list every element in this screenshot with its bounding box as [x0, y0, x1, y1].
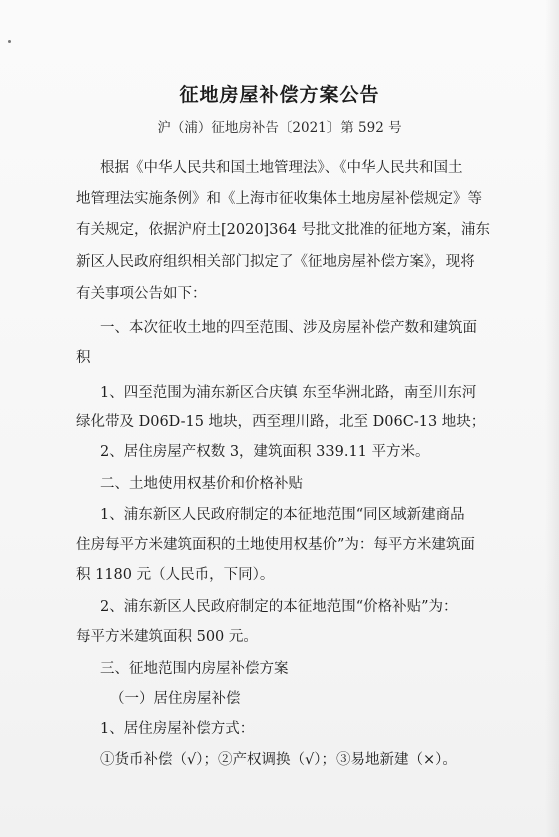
paragraph-line: 2、浦东新区人民政府制定的本征地范围“价格补贴”为： [100, 599, 458, 615]
paragraph-line: 有关事项公告如下： [76, 286, 207, 302]
paragraph-line: 绿化带及 D06D-15 地块，西至理川路，北至 D06C-13 地块； [76, 414, 486, 430]
document-number: 沪（浦）征地房补告〔2021〕第 592 号 [157, 120, 402, 136]
section-heading-line: 积 [76, 350, 91, 366]
paragraph-line: 1、居住房屋补偿方式： [100, 721, 255, 737]
section-heading-line: 二、土地使用权基价和价格补贴 [100, 476, 303, 492]
paragraph-line: 有关规定，依据沪府土[2020]364 号批文批准的征地方案，浦东 [76, 222, 490, 238]
paragraph-line: 住房每平方米建筑面积的土地使用权基价”为：每平方米建筑面 [76, 537, 475, 553]
paragraph-line: 根据《中华人民共和国土地管理法》、《中华人民共和国土 [100, 160, 463, 176]
paragraph-line: 1、四至范围为浦东新区合庆镇 东至华洲北路，南至川东河 [100, 385, 477, 401]
paragraph-line: 地管理法实施条例》和《上海市征收集体土地房屋补偿规定》等 [76, 191, 482, 207]
scan-speck [8, 40, 11, 43]
paragraph-line: 1、浦东新区人民政府制定的本征地范围“同区域新建商品 [100, 507, 465, 523]
paragraph-line: 新区人民政府组织相关部门拟定了《征地房屋补偿方案》，现将 [76, 254, 475, 270]
paragraph-line: ①货币补偿（√）；②产权调换（√）；③易地新建（×）。 [100, 752, 457, 768]
paragraph-line: 2、居住房屋产权数 3，建筑面积 339.11 平方米。 [100, 444, 430, 460]
subsection-heading-line: （一）居住房屋补偿 [110, 691, 241, 707]
paragraph-line: 积 1180 元（人民币，下同）。 [76, 567, 275, 583]
section-heading-line: 一、本次征收土地的四至范围、涉及房屋补偿产数和建筑面 [100, 320, 477, 336]
document-title: 征地房屋补偿方案公告 [179, 84, 380, 106]
section-heading-line: 三、征地范围内房屋补偿方案 [100, 661, 289, 677]
paragraph-line: 每平方米建筑面积 500 元。 [76, 629, 258, 645]
